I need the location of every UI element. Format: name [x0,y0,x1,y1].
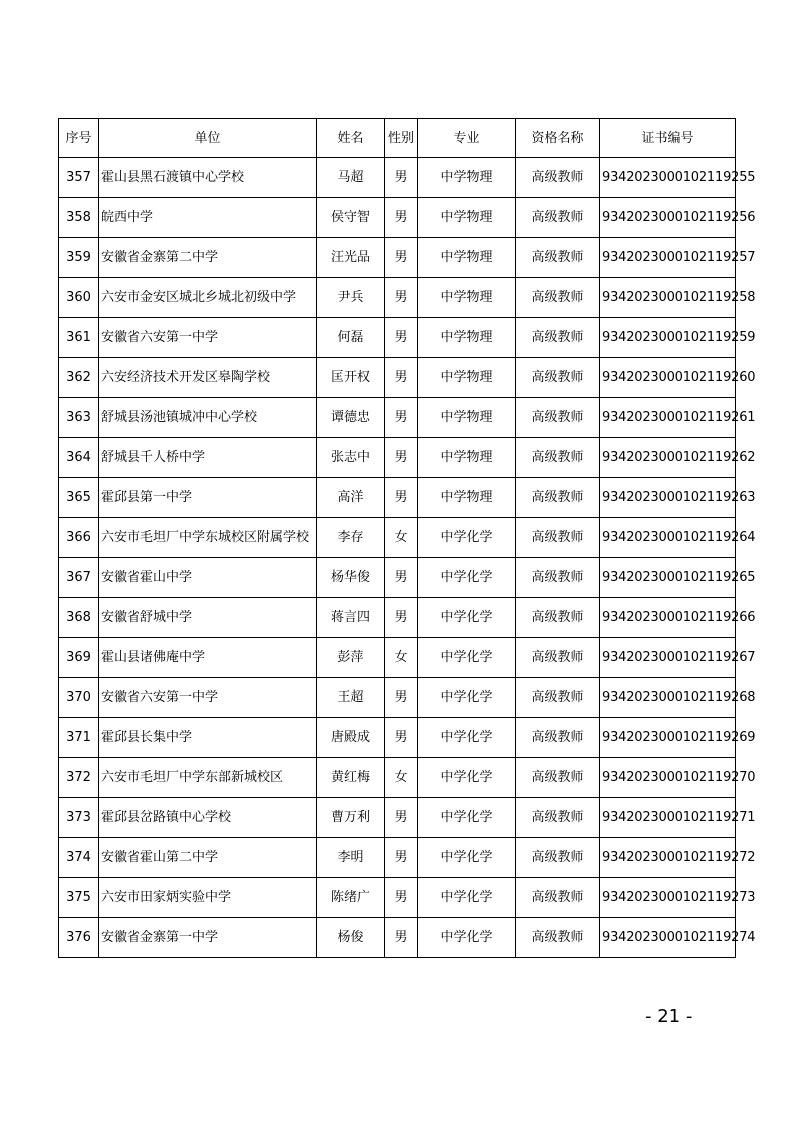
row-gender: 女 [385,638,418,678]
row-certificate-number: 9342023000102119274 [600,918,736,958]
table-row [59,638,736,678]
row-name: 李存 [317,518,385,558]
table-row [59,318,736,358]
row-unit: 安徽省金寨第二中学 [99,238,317,278]
header-gender: 性别 [385,119,418,158]
row-gender: 男 [385,918,418,958]
row-index: 366 [59,518,99,558]
row-index: 367 [59,558,99,598]
row-name: 黄红梅 [317,758,385,798]
row-gender: 男 [385,478,418,518]
row-certificate-number: 9342023000102119256 [600,198,736,238]
row-unit: 安徽省六安第一中学 [99,318,317,358]
row-qualification: 高级教师 [516,598,600,638]
row-qualification: 高级教师 [516,438,600,478]
row-certificate-number: 9342023000102119262 [600,438,736,478]
row-gender: 男 [385,198,418,238]
table-header-row [59,119,736,158]
row-index: 357 [59,158,99,198]
row-major: 中学物理 [418,478,516,518]
row-qualification: 高级教师 [516,878,600,918]
row-major: 中学化学 [418,918,516,958]
row-certificate-number: 9342023000102119272 [600,838,736,878]
row-index: 364 [59,438,99,478]
row-major: 中学化学 [418,518,516,558]
row-unit: 六安市金安区城北乡城北初级中学 [99,278,317,318]
row-major: 中学物理 [418,438,516,478]
row-index: 358 [59,198,99,238]
row-unit: 安徽省霍山第二中学 [99,838,317,878]
row-certificate-number: 9342023000102119255 [600,158,736,198]
table-row [59,798,736,838]
row-certificate-number: 9342023000102119259 [600,318,736,358]
row-unit: 霍邱县长集中学 [99,718,317,758]
row-index: 360 [59,278,99,318]
row-index: 376 [59,918,99,958]
row-gender: 男 [385,438,418,478]
row-gender: 男 [385,358,418,398]
row-name: 李明 [317,838,385,878]
table-row [59,758,736,798]
row-major: 中学物理 [418,278,516,318]
row-major: 中学物理 [418,238,516,278]
header-index: 序号 [59,119,99,158]
row-name: 唐殿成 [317,718,385,758]
row-unit: 霍邱县岔路镇中心学校 [99,798,317,838]
row-index: 373 [59,798,99,838]
row-name: 杨华俊 [317,558,385,598]
row-name: 彭萍 [317,638,385,678]
row-gender: 女 [385,758,418,798]
row-qualification: 高级教师 [516,718,600,758]
row-unit: 霍山县诸佛庵中学 [99,638,317,678]
row-name: 曹万利 [317,798,385,838]
row-name: 谭德忠 [317,398,385,438]
row-major: 中学化学 [418,718,516,758]
row-certificate-number: 9342023000102119258 [600,278,736,318]
row-unit: 六安市毛坦厂中学东城校区附属学校 [99,518,317,558]
table-body [59,158,756,958]
row-major: 中学物理 [418,198,516,238]
table-row [59,878,736,918]
table-row [59,838,736,878]
row-certificate-number: 9342023000102119268 [600,678,736,718]
row-index: 363 [59,398,99,438]
table-row [59,918,736,958]
table-row [59,678,736,718]
row-certificate-number: 9342023000102119257 [600,238,736,278]
row-qualification: 高级教师 [516,358,600,398]
table-row [59,718,736,758]
row-qualification: 高级教师 [516,478,600,518]
row-major: 中学化学 [418,798,516,838]
row-index: 365 [59,478,99,518]
row-index: 370 [59,678,99,718]
row-certificate-number: 9342023000102119270 [600,758,736,798]
row-qualification: 高级教师 [516,638,600,678]
row-certificate-number: 9342023000102119263 [600,478,736,518]
row-gender: 男 [385,238,418,278]
row-certificate-number: 9342023000102119261 [600,398,736,438]
row-qualification: 高级教师 [516,918,600,958]
row-gender: 男 [385,398,418,438]
row-index: 361 [59,318,99,358]
row-unit: 安徽省霍山中学 [99,558,317,598]
row-name: 张志中 [317,438,385,478]
row-index: 369 [59,638,99,678]
row-qualification: 高级教师 [516,678,600,718]
row-qualification: 高级教师 [516,518,600,558]
table-row [59,438,736,478]
row-unit: 安徽省金寨第一中学 [99,918,317,958]
row-certificate-number: 9342023000102119271 [600,798,736,838]
table-row [59,358,736,398]
table-row [59,238,736,278]
row-gender: 男 [385,158,418,198]
row-qualification: 高级教师 [516,198,600,238]
row-major: 中学化学 [418,878,516,918]
header-qualification: 资格名称 [516,119,600,158]
row-index: 372 [59,758,99,798]
row-certificate-number: 9342023000102119260 [600,358,736,398]
table-row [59,518,736,558]
table-row [59,478,736,518]
row-qualification: 高级教师 [516,798,600,838]
row-name: 汪光品 [317,238,385,278]
row-name: 王超 [317,678,385,718]
certificate-table [58,118,756,958]
row-name: 侯守智 [317,198,385,238]
row-certificate-number: 9342023000102119266 [600,598,736,638]
row-major: 中学化学 [418,638,516,678]
row-unit: 舒城县汤池镇城冲中心学校 [99,398,317,438]
row-gender: 男 [385,798,418,838]
row-name: 何磊 [317,318,385,358]
row-name: 匡开权 [317,358,385,398]
row-gender: 男 [385,718,418,758]
table-row [59,398,736,438]
row-qualification: 高级教师 [516,838,600,878]
row-qualification: 高级教师 [516,758,600,798]
row-index: 375 [59,878,99,918]
row-name: 陈绪广 [317,878,385,918]
row-name: 蒋言四 [317,598,385,638]
row-gender: 女 [385,518,418,558]
row-major: 中学化学 [418,838,516,878]
table-row [59,278,736,318]
row-unit: 皖西中学 [99,198,317,238]
row-gender: 男 [385,558,418,598]
row-gender: 男 [385,318,418,358]
row-gender: 男 [385,838,418,878]
row-name: 高洋 [317,478,385,518]
row-gender: 男 [385,278,418,318]
row-certificate-number: 9342023000102119269 [600,718,736,758]
row-name: 马超 [317,158,385,198]
row-certificate-number: 9342023000102119265 [600,558,736,598]
row-unit: 六安经济技术开发区皋陶学校 [99,358,317,398]
row-certificate-number: 9342023000102119267 [600,638,736,678]
row-certificate-number: 9342023000102119273 [600,878,736,918]
row-major: 中学物理 [418,358,516,398]
row-unit: 六安市毛坦厂中学东部新城校区 [99,758,317,798]
table-row [59,558,736,598]
row-qualification: 高级教师 [516,278,600,318]
row-index: 362 [59,358,99,398]
row-gender: 男 [385,598,418,638]
row-unit: 安徽省舒城中学 [99,598,317,638]
header-major: 专业 [418,119,516,158]
row-major: 中学物理 [418,398,516,438]
row-qualification: 高级教师 [516,158,600,198]
row-qualification: 高级教师 [516,398,600,438]
row-gender: 男 [385,878,418,918]
row-qualification: 高级教师 [516,558,600,598]
row-major: 中学化学 [418,558,516,598]
table-row [59,158,736,198]
row-major: 中学化学 [418,598,516,638]
row-unit: 六安市田家炳实验中学 [99,878,317,918]
row-unit: 霍山县黑石渡镇中心学校 [99,158,317,198]
row-gender: 男 [385,678,418,718]
table-row [59,198,736,238]
row-qualification: 高级教师 [516,238,600,278]
row-unit: 舒城县千人桥中学 [99,438,317,478]
row-index: 374 [59,838,99,878]
table-row [59,598,736,638]
row-unit: 安徽省六安第一中学 [99,678,317,718]
row-major: 中学物理 [418,318,516,358]
page-number: - 21 - [645,1006,693,1027]
row-index: 359 [59,238,99,278]
row-name: 杨俊 [317,918,385,958]
row-index: 371 [59,718,99,758]
row-qualification: 高级教师 [516,318,600,358]
row-major: 中学化学 [418,678,516,718]
row-major: 中学物理 [418,158,516,198]
row-unit: 霍邱县第一中学 [99,478,317,518]
header-unit: 单位 [99,119,317,158]
row-major: 中学化学 [418,758,516,798]
header-certificate-number: 证书编号 [600,119,736,158]
header-name: 姓名 [317,119,385,158]
row-certificate-number: 9342023000102119264 [600,518,736,558]
row-index: 368 [59,598,99,638]
row-name: 尹兵 [317,278,385,318]
